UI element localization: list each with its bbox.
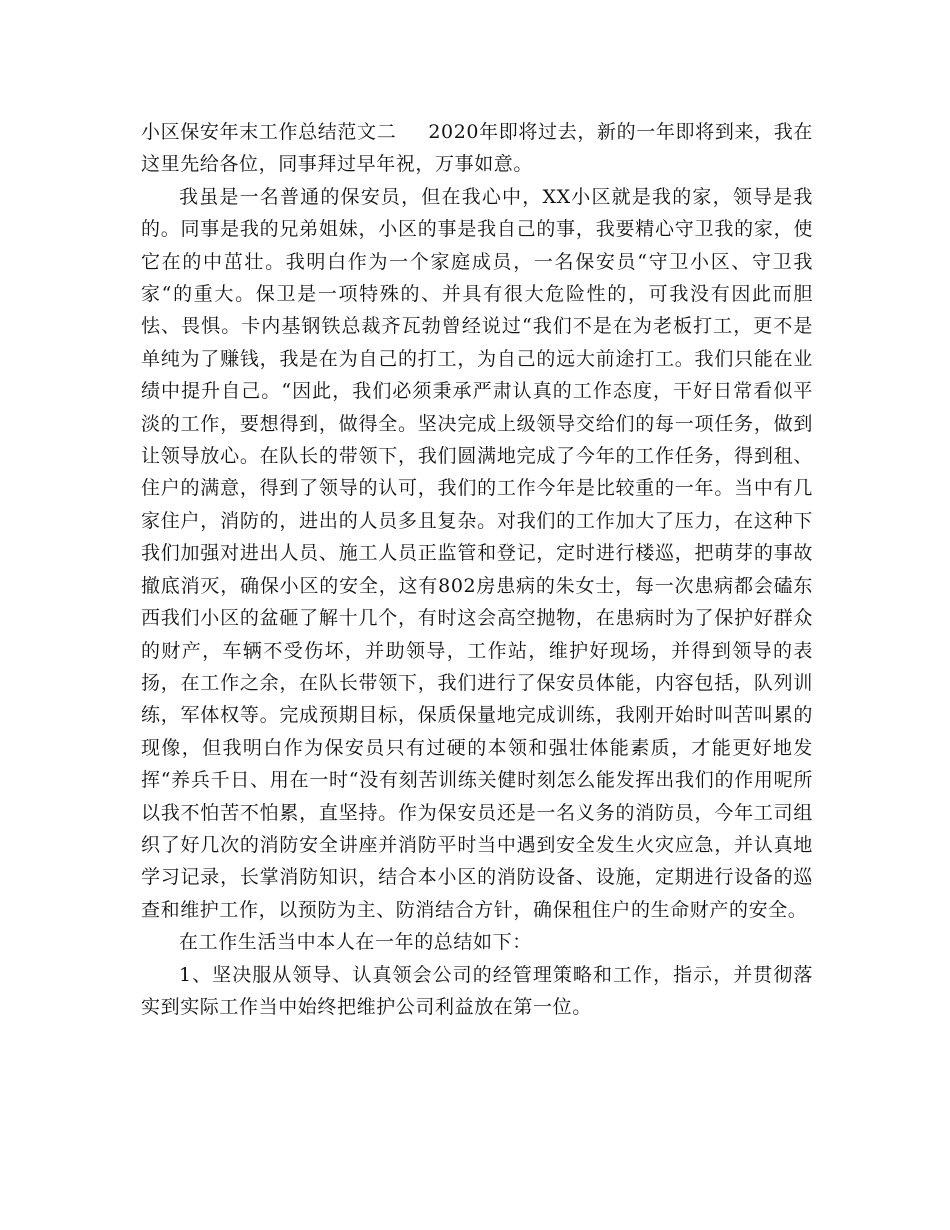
- body-paragraph-main: 我虽是一名普通的保安员，但在我心中，XX小区就是我的家，领导是我的。同事是我的兄弟姐妹，小区的事是我自己的事，我要精心守卫我的家，使它在的中茁壮。我明白作为一个家庭成员，一名保安员“守卫小区、守卫我家“的重大。保卫是一项特殊的、并具有很大危险性的，可我没有因此而胆怯、畏惧。卡内基钢铁总裁齐瓦勃曾经说过“我们不是在为老板打工，更不是单纯为了赚钱，我是在为自己的打工，为自己的远大前途打工。我们只能在业绩中提升自己。“因此，我们必须秉承严肃认真的工作态度，干好日常看似平淡的工作，要想得到，做得全。坚决完成上级领导交给们的每一项任务，做到让领导放心。在队长的带领下，我们圆满地完成了今年的工作任务，得到租、住户的满意，得到了领导的认可，我们的工作今年是比较重的一年。当中有几家住户，消防的，进出的人员多且复杂。对我们的工作加大了压力，在这种下我们加强对进出人员、施工人员正监管和登记，定时进行楼巡，把萌芽的事故撤底消灭，确保小区的安全，这有802房患病的朱女士，每一次患病都会磕东西我们小区的盆砸了解十几个，有时这会高空抛物，在患病时为了保护好群众的财产，车辆不受伤坏，并助领导，工作站，维护好现场，并得到领导的表扬，在工作之余，在队长带领下，我们进行了保安员体能，内容包括，队列训练，军体权等。完成预期目标，保质保量地完成训练，我刚开始时叫苦叫累的现像，但我明白作为保安员只有过硬的本领和强壮体能素质，才能更好地发挥“养兵千日、用在一时“没有刻苦训练关健时刻怎么能发挥出我们的作用呢所以我不怕苦不怕累，直坚持。作为保安员还是一名义务的消防员，今年工司组织了好几次的消防安全讲座并消防平时当中遇到安全发生火灾应急，并认真地学习记录，长掌消防知识，结合本小区的消防设备、设施，定期进行设备的巡查和维护工作，以预防为主、防消结合方针，确保租住户的生命财产的安全。: [141, 185, 813, 921]
- body-paragraph-summary-intro: 在工作生活当中本人在一年的总结如下：: [179, 931, 532, 954]
- document-title: 小区保安年末工作总结范文二: [141, 121, 397, 143]
- body-paragraph-item-1: 1、坚决服从领导、认真领会公司的经管理策略和工作，指示，并贯彻落实到实际工作当中始终把维护公司利益放在第一位。: [141, 963, 813, 1018]
- opening-text: 2020年即将过去，新的一年即将到来，我在这里先给各位，同事拜过早年祝，万事如意。: [141, 121, 813, 176]
- document-body: [141, 116, 813, 1023]
- opening-paragraph: [141, 116, 813, 181]
